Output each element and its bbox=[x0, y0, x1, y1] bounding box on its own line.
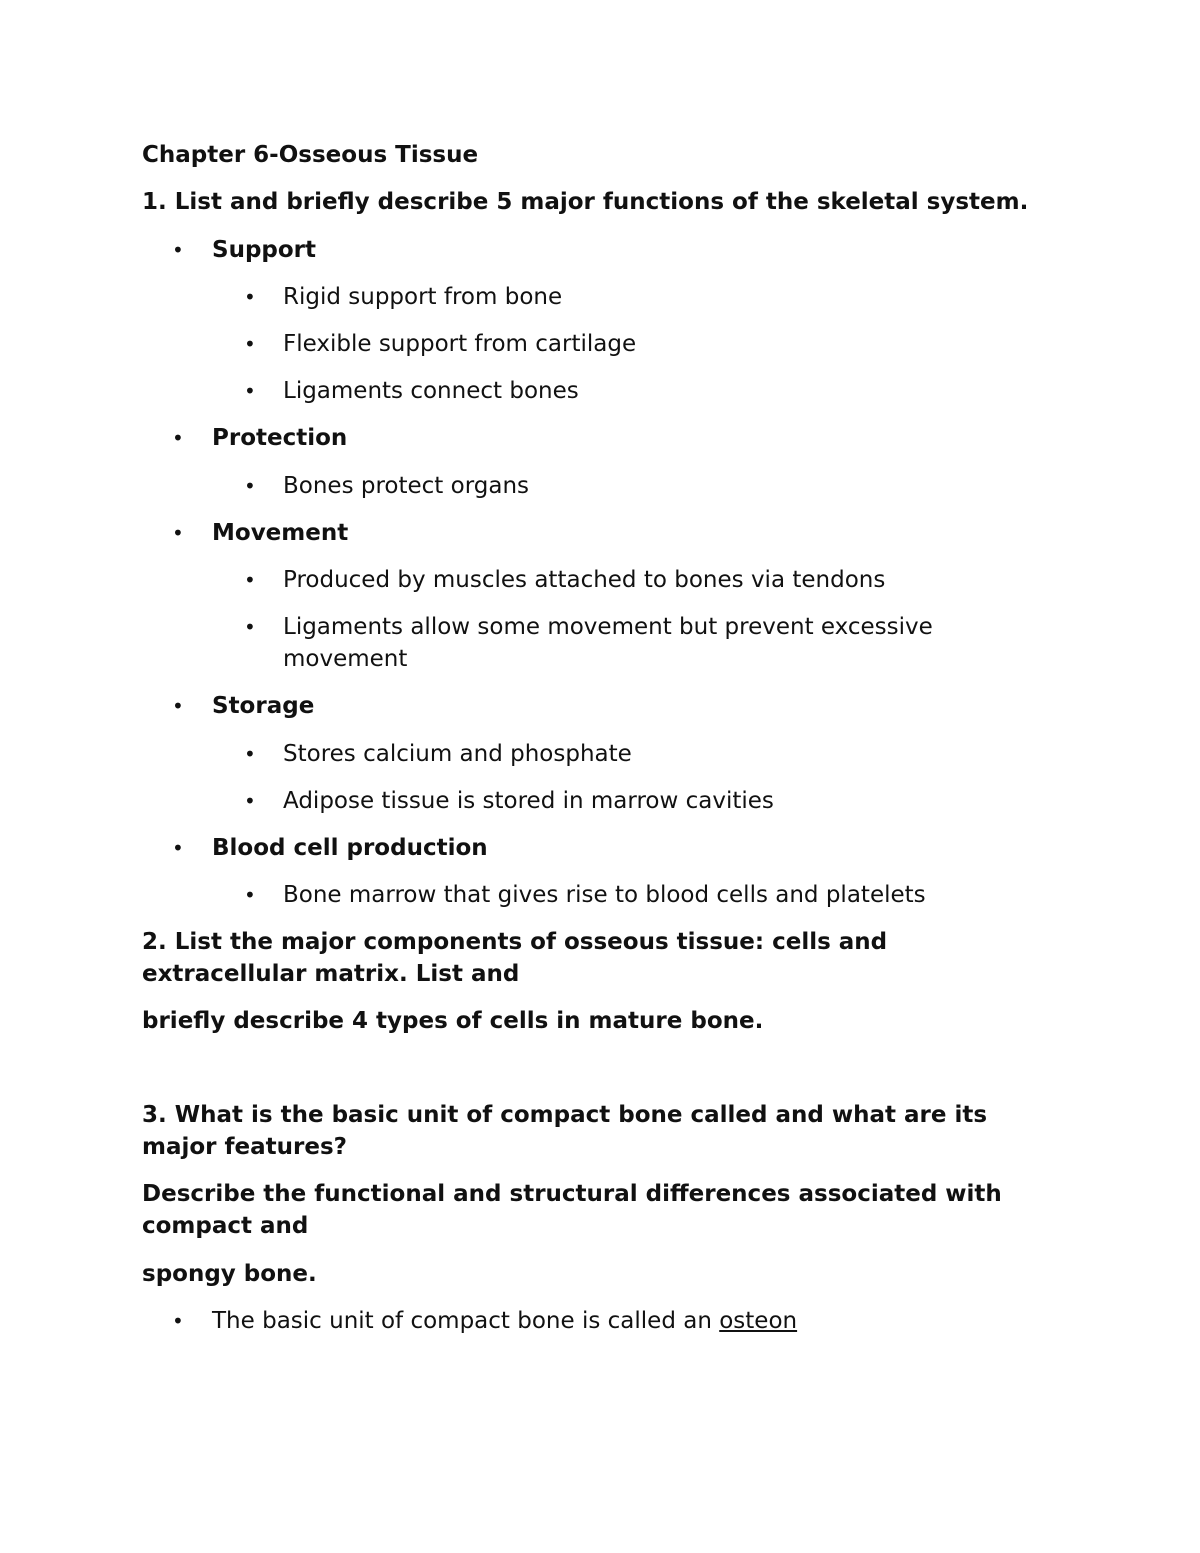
bullet: • bbox=[244, 285, 256, 309]
question-3-line-1: 3. What is the basic unit of compact bone called and what are its bbox=[142, 1102, 988, 1128]
function-storage: Storage bbox=[212, 693, 315, 719]
list-item: Ligaments allow some movement but prevent excessive movement bbox=[283, 614, 933, 672]
list-item: Produced by muscles attached to bones via tendons bbox=[283, 567, 886, 593]
list-item: Bones protect organs bbox=[283, 473, 530, 499]
question-2-line-1: 2. List the major components of osseous tissue: cells and bbox=[142, 929, 888, 955]
bullet: • bbox=[244, 332, 256, 356]
question-3-line-3: Describe the functional and structural differences associated with bbox=[142, 1181, 1002, 1207]
answer-line bbox=[212, 1305, 1132, 1337]
question-3-line-2: major features? bbox=[142, 1134, 347, 1160]
bullet: • bbox=[172, 836, 184, 860]
question-1: 1. List and briefly describe 5 major functions of the skeletal system. bbox=[142, 189, 1029, 215]
function-movement: Movement bbox=[212, 520, 349, 546]
bullet: • bbox=[244, 615, 256, 639]
bullet: • bbox=[172, 1309, 184, 1333]
chapter-title: Chapter 6-Osseous Tissue bbox=[142, 142, 479, 168]
bullet: • bbox=[244, 379, 256, 403]
list-item: Rigid support from bone bbox=[283, 284, 563, 310]
function-blood-cell-production: Blood cell production bbox=[212, 835, 488, 861]
bullet: • bbox=[244, 568, 256, 592]
question-2-line-3: briefly describe 4 types of cells in mature bone. bbox=[142, 1008, 764, 1034]
bullet: • bbox=[172, 426, 184, 450]
list-item: Flexible support from cartilage bbox=[283, 331, 637, 357]
bullet: • bbox=[172, 694, 184, 718]
list-item: Stores calcium and phosphate bbox=[283, 741, 632, 767]
bullet: • bbox=[172, 521, 184, 545]
bullet: • bbox=[172, 238, 184, 262]
answer-term: osteon bbox=[719, 1308, 798, 1334]
function-protection: Protection bbox=[212, 425, 348, 451]
list-item: Ligaments connect bones bbox=[283, 378, 579, 404]
question-2-line-2: extracellular matrix. List and bbox=[142, 961, 520, 987]
list-item: Bone marrow that gives rise to blood cells and platelets bbox=[283, 882, 926, 908]
answer-prefix: The basic unit of compact bone is called an bbox=[212, 1308, 712, 1334]
bullet: • bbox=[244, 474, 256, 498]
question-3-line-5: spongy bone. bbox=[142, 1261, 317, 1287]
bullet: • bbox=[244, 742, 256, 766]
question-3-line-4: compact and bbox=[142, 1213, 309, 1239]
list-item: Adipose tissue is stored in marrow cavities bbox=[283, 788, 774, 814]
bullet: • bbox=[244, 883, 256, 907]
bullet: • bbox=[244, 789, 256, 813]
function-support: Support bbox=[212, 237, 317, 263]
